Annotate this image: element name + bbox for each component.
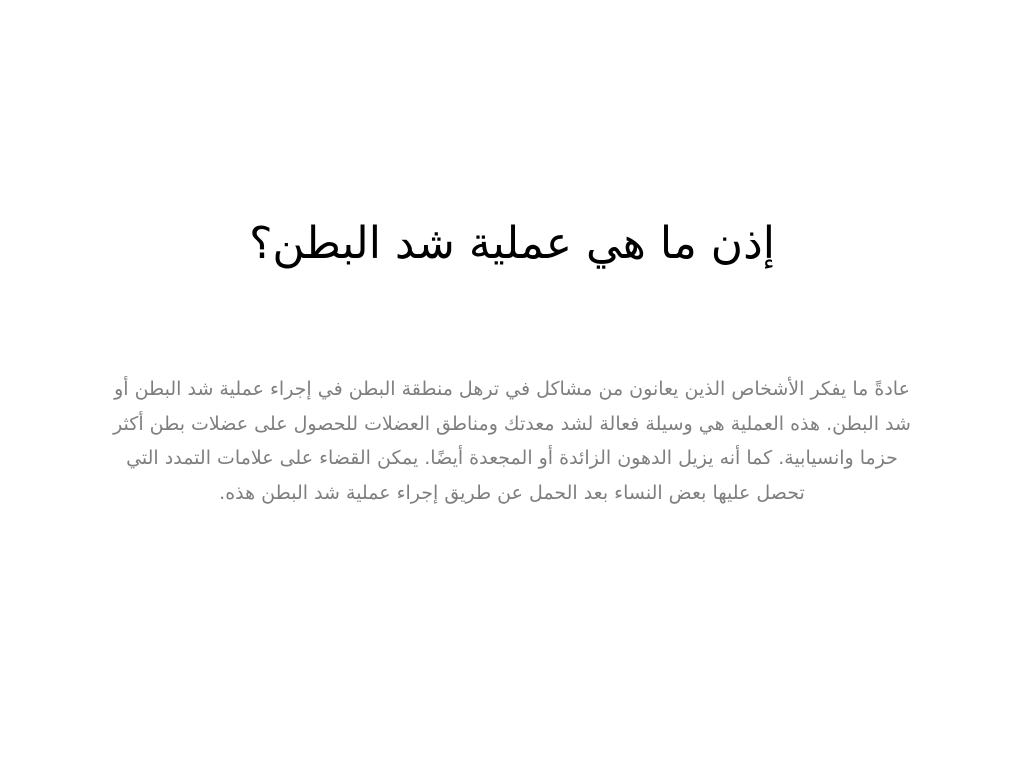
slide-title: إذن ما هي عملية شد البطن؟	[249, 218, 775, 269]
slide-body-text: عادةً ما يفكر الأشخاص الذين يعانون من مشاكل في ترهل منطقة البطن في إجراء عملية شد البطن أو شد البطن. هذه العملية هي وسيلة فعالة لشد معدتك ومناطق العضلات للحصول على عضلات بطن أكثر حزما وانسيابية. كما أنه يزيل الدهون الزائدة أو المجعدة أيضًا. يمكن القضاء على علامات التمدد التي تحصل عليها بعض النساء بعد الحمل عن طريق إجراء عملية شد البطن هذه.	[113, 378, 911, 504]
